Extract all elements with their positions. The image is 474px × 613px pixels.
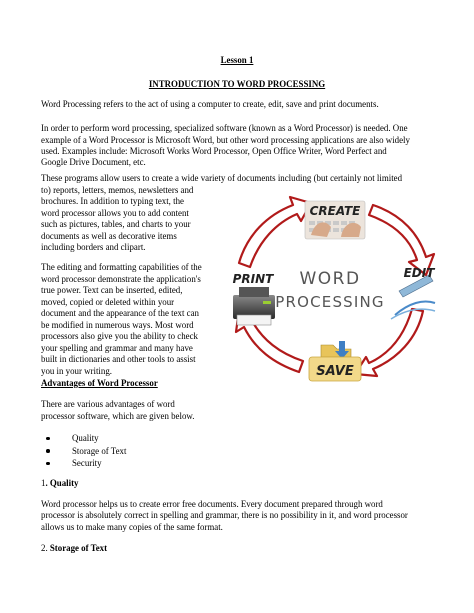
paragraph-line: brochures. In addition to typing text, the: [41, 196, 184, 206]
section-number: 1: [41, 478, 46, 488]
paragraph-line: The editing and formatting capabilities of the: [41, 262, 202, 272]
advantages-list: [46, 432, 126, 470]
section-number: 2.: [41, 543, 50, 553]
paragraph-line: such as pictures, tables, and charts to your: [41, 219, 191, 229]
section-title: . Quality: [45, 478, 79, 488]
lesson-label: Lesson 1: [220, 55, 254, 65]
printer-icon: [233, 287, 275, 325]
paragraph-line: processor is absolutely correct in spelling and grammar, there is no possibility in it, and word processor: [41, 510, 408, 520]
paragraph-line: be modified in numerous ways. Most word: [41, 320, 194, 330]
edit-label: EDIT: [403, 266, 435, 280]
advantages-heading: Advantages of Word Processor: [41, 378, 158, 388]
list-item-label: Security: [72, 458, 102, 468]
intro-paragraph: Word Processing refers to the act of using a computer to create, edit, save and print documents.: [41, 99, 379, 109]
paragraph-line: documents as well as decorative items: [41, 231, 177, 241]
print-label: PRINT: [232, 272, 274, 286]
paragraph-line: you in your writing.: [41, 366, 112, 376]
paragraph-line: including borders and clipart.: [41, 242, 146, 252]
list-item: [46, 445, 126, 458]
bullet-icon: [46, 462, 50, 466]
paragraph-line: Google Drive Document, etc.: [41, 157, 146, 167]
diagram-center-line-1: WORD: [299, 269, 361, 289]
list-item-label: Quality: [72, 433, 99, 443]
list-item: [46, 432, 126, 445]
list-item-label: Storage of Text: [72, 445, 127, 456]
page-title: INTRODUCTION TO WORD PROCESSING: [148, 79, 326, 89]
arrow-create-to-edit-icon: [369, 205, 434, 275]
section-storage-heading: [41, 543, 107, 554]
paragraph-line: used. Examples include: Microsoft Works Word Processor, Open Office Writer, Word Perfect and: [41, 146, 387, 156]
paragraph-line: moved, copied or deleted within your: [41, 297, 175, 307]
section-title: Storage of Text: [49, 543, 108, 553]
word-processing-cycle-diagram: [223, 191, 438, 401]
paragraph-line: built in dictionaries and other tools to assist: [41, 354, 196, 364]
paragraph-line: These programs allow users to create a wide variety of documents including (but certainly not limited: [41, 173, 403, 183]
list-item: [46, 457, 126, 470]
paragraph-line: Word processor helps us to create error free documents. Every document prepared through word: [41, 499, 383, 509]
advantages-intro-line: There are various advantages of word: [41, 399, 175, 409]
paragraph-line: In order to perform word processing, specialized software (known as a Word Processor) is needed. One: [41, 123, 408, 133]
bullet-icon: [46, 449, 50, 453]
arrow-edit-to-save-icon: [355, 309, 423, 376]
arrow-print-to-create-icon: [239, 197, 311, 267]
section-quality-heading: [41, 478, 78, 489]
create-label: CREATE: [309, 204, 361, 218]
paragraph-line: true power. Text can be inserted, edited,: [41, 285, 183, 295]
paragraph-line: word processor demonstrate the application's: [41, 274, 201, 284]
paragraph-line: allows us to make many copies of the same format.: [41, 522, 223, 532]
paragraph-line: processors also give you the ability to check: [41, 331, 198, 341]
advantages-intro-line: processor software, which are given below.: [41, 411, 195, 421]
diagram-center-line-2: PROCESSING: [275, 293, 385, 311]
paragraph-line: word processor allows you to add content: [41, 208, 189, 218]
paragraph-line: your spelling and grammar and many have: [41, 343, 193, 353]
save-label: SAVE: [316, 364, 354, 379]
bullet-icon: [46, 437, 50, 441]
paragraph-line: to) reports, letters, memos, newsletters and: [41, 185, 194, 195]
paragraph-line: example of a Word Processor is Microsoft Word, but other word processing applications are also widely: [41, 135, 410, 145]
paragraph-line: document and the appearance of the text can: [41, 308, 199, 318]
